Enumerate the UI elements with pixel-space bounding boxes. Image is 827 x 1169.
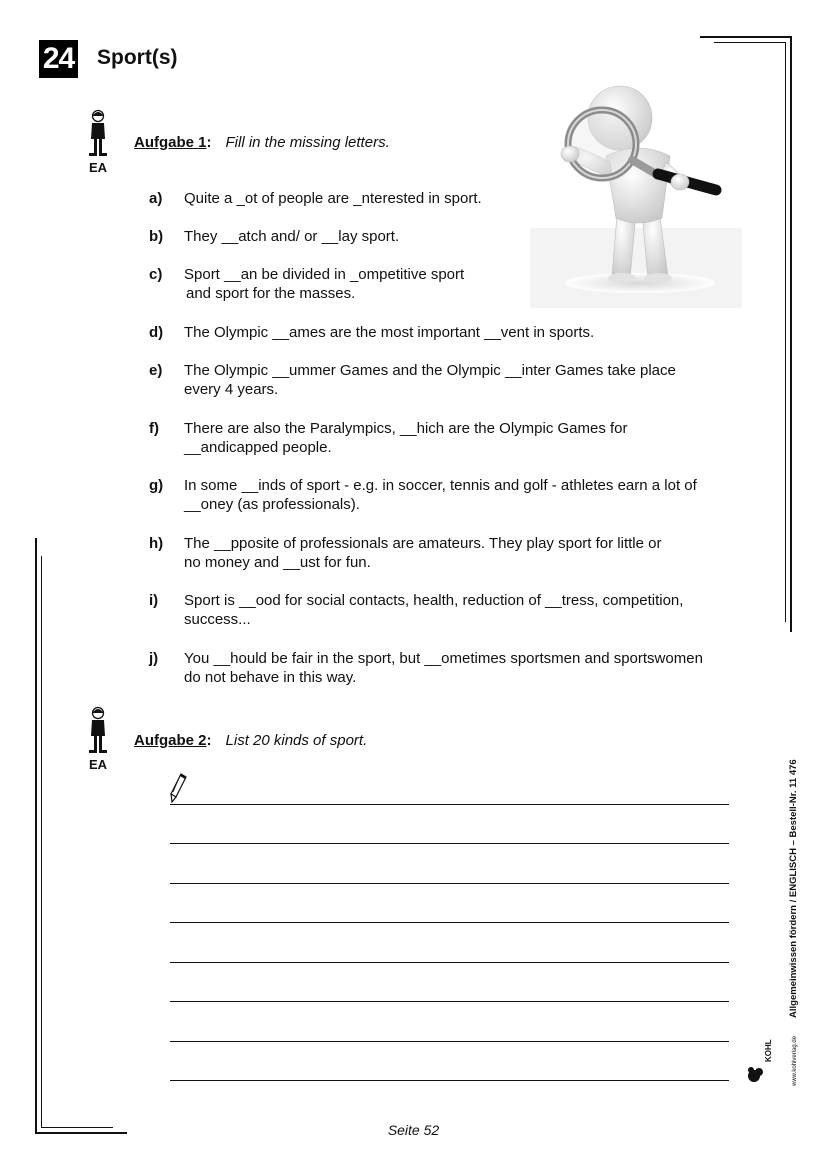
frame-left-outer-v (35, 538, 37, 1134)
item-line-2: __oney (as professionals). (184, 496, 360, 513)
student-figure-icon (86, 109, 110, 159)
student-figure-icon (86, 706, 110, 756)
ea-label-task2: EA (88, 757, 108, 772)
item-line-1: The __pposite of professionals are amateurs. They play sport for little or (184, 535, 662, 552)
item-text (184, 649, 703, 687)
magnifier-figure-illustration (530, 78, 742, 308)
writing-line[interactable] (170, 883, 729, 884)
frame-right-inner-v (785, 42, 786, 622)
item-letter: h) (149, 535, 164, 552)
item-line-1: Sport __an be divided in _ompetitive sport (184, 266, 465, 283)
item-letter: c) (149, 266, 163, 283)
item-letter: g) (149, 477, 164, 494)
writing-line[interactable] (170, 1001, 729, 1002)
item-line-2: do not behave in this way. (184, 669, 357, 686)
item-letter: j) (149, 650, 159, 667)
item-text (184, 361, 676, 399)
logo-text: KOHL (764, 1039, 773, 1062)
item-letter: f) (149, 420, 159, 437)
item-letter: i) (149, 592, 159, 609)
frame-left-inner-v (41, 556, 42, 1128)
writing-line[interactable] (170, 804, 729, 805)
item-text (184, 189, 482, 208)
page-title: Sport(s) (97, 46, 178, 69)
task2-label: Aufgabe 2 (134, 732, 207, 749)
task2-instruction: List 20 kinds of sport. (225, 732, 368, 749)
item-line-1: In some __inds of sport - e.g. in soccer, tennis and golf - athletes earn a lot of (184, 477, 697, 494)
item-line-1: Quite a _ot of people are _nterested in sport. (184, 190, 482, 207)
item-line-2: and sport for the masses. (186, 285, 356, 302)
item-line-1: They __atch and/ or __lay sport. (184, 228, 400, 245)
publisher-url: www.kohlverlag.de (792, 1035, 798, 1086)
item-line-1: The Olympic __ames are the most important __vent in sports. (184, 324, 595, 341)
item-text (184, 476, 697, 514)
item-line-1: The Olympic __ummer Games and the Olympic __inter Games take place (184, 362, 676, 379)
task2-heading (134, 732, 367, 749)
page-number: Seite 52 (387, 1122, 440, 1138)
item-letter: b) (149, 228, 164, 245)
logo-leaf-icon (746, 1064, 766, 1084)
item-line-2: __andicapped people. (184, 439, 332, 456)
item-letter: d) (149, 324, 164, 341)
item-line-1: You __hould be fair in the sport, but __ometimes sportsmen and sportswomen (184, 650, 703, 667)
task1-colon: : (206, 134, 212, 151)
publisher-side-text: Allgemeinwissen fördern / ENGLISCH – Bestell-Nr. 11 476 (788, 759, 799, 1018)
task1-label: Aufgabe 1 (134, 134, 207, 151)
item-text (184, 534, 661, 572)
chapter-number-badge: 24 (39, 40, 78, 78)
item-line-2: every 4 years. (184, 381, 279, 398)
writing-line[interactable] (170, 1080, 729, 1081)
writing-line[interactable] (170, 843, 729, 844)
publisher-logo (746, 1022, 774, 1086)
writing-line[interactable] (170, 1041, 729, 1042)
frame-top-right-outer-h (700, 36, 792, 38)
frame-right-outer-v (790, 36, 792, 632)
item-text (184, 419, 628, 457)
task2-colon: : (206, 732, 212, 749)
item-letter: e) (149, 362, 163, 379)
item-text (184, 265, 464, 303)
pencil-icon (169, 773, 187, 803)
writing-line[interactable] (170, 922, 729, 923)
item-line-2: success... (184, 611, 251, 628)
item-line-1: Sport is __ood for social contacts, health, reduction of __tress, competition, (184, 592, 684, 609)
item-text (184, 323, 594, 342)
item-line-2: no money and __ust for fun. (184, 554, 371, 571)
ea-label-task1: EA (88, 160, 108, 175)
writing-line[interactable] (170, 962, 729, 963)
task1-heading (134, 134, 390, 151)
item-letter: a) (149, 190, 163, 207)
item-text (184, 227, 399, 246)
item-text (184, 591, 683, 629)
frame-top-right-inner-h (714, 42, 786, 43)
task1-instruction: Fill in the missing letters. (225, 134, 390, 151)
item-line-1: There are also the Paralympics, __hich are the Olympic Games for (184, 420, 628, 437)
